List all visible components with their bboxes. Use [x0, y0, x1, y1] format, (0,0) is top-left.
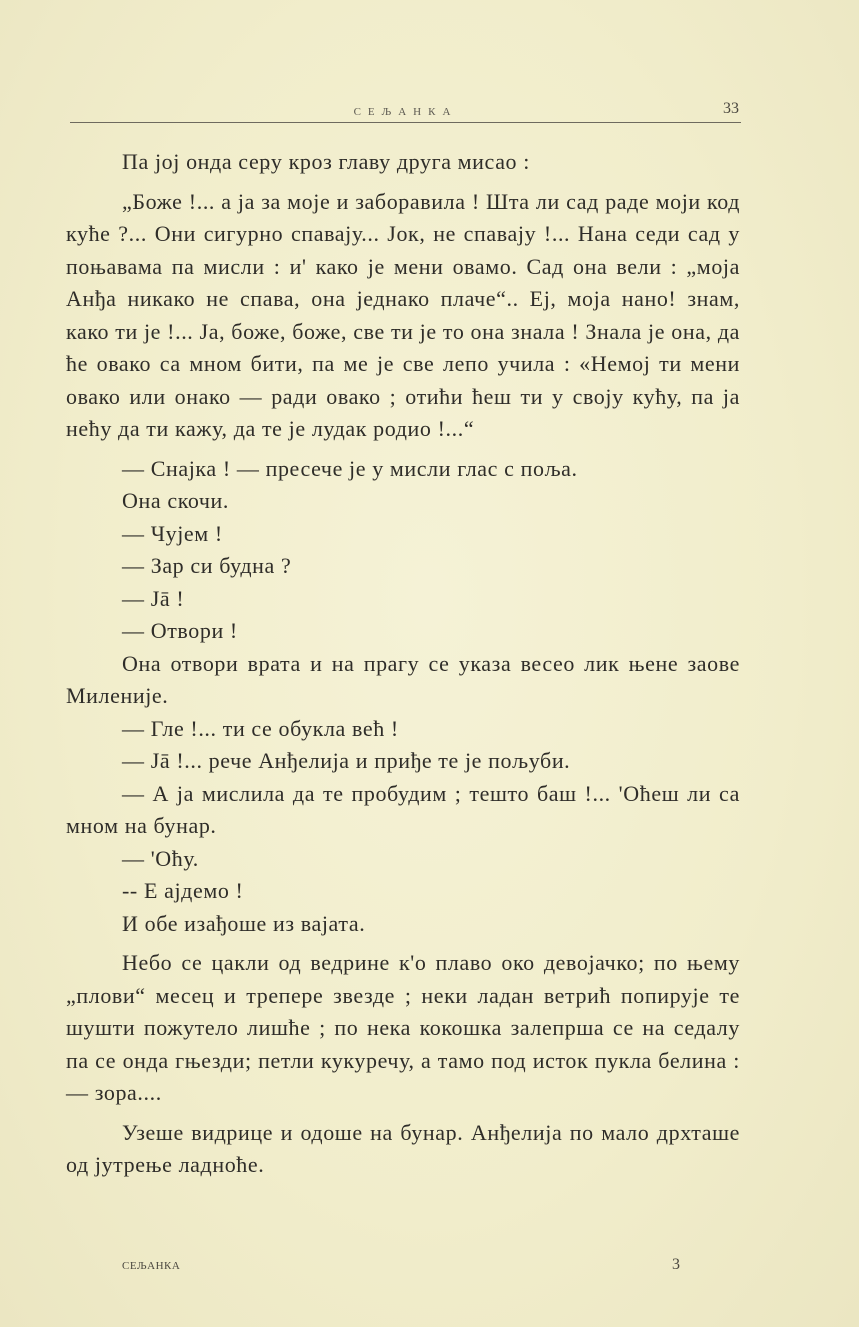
paragraph: -- Е ајдемо ! — [122, 878, 244, 903]
paragraph: И обе изађоше из вајата. — [122, 910, 366, 936]
paragraph: — Јā ! — [122, 585, 185, 611]
running-title: СЕЉАНКА — [353, 106, 458, 118]
paragraph: — Јā !... рече Анђелија и приђе те је пољуби. — [122, 748, 571, 773]
printer-signature: СЕЉАНКА — [122, 1260, 181, 1272]
paragraph: Узеше видрице и одоше на бунар. Анђелија по мало дрхташе од јутрење ладноће. — [66, 1119, 740, 1177]
body-text — [66, 146, 740, 1182]
paragraph: Па јој онда сеҏу кроз главу друга мисао : — [122, 149, 530, 174]
paragraph: — Отвори ! — [122, 618, 238, 643]
paragraph: — Гле !... ти се обукла већ ! — [122, 715, 399, 741]
sheet-number: 3 — [672, 1256, 680, 1273]
paragraph: — Зар си будна ? — [122, 553, 292, 578]
page-header — [70, 98, 741, 123]
paragraph: Она скочи. — [122, 488, 230, 513]
paragraph: — Чујем ! — [122, 520, 223, 546]
paragraph: — Снајка ! — пресече је у мисли глас с поља. — [122, 455, 578, 481]
paragraph: Она отвори врата и на прагу се указа весео лик њене заове Миленије. — [66, 650, 740, 708]
paragraph: — 'Оћу. — [122, 845, 199, 871]
paragraph: — А ја мислила да те пробудим ; тешто баш !... 'Оћеш ли са мном на бунар. — [66, 780, 740, 838]
paragraph: „Боже !... а ја за моје и заборавила ! Шта ли сад раде моји код куће ?... Они сигурно спавају... Јок, не спавају !... Нана седи сад у поњавама па мисли : и' како је мени овамо. Сад она вели : „моја Анђа никако не спава, она једнако плаче“.. Еј, моја нано! знам, како ти је !... Ја, боже, боже, све ти је то она знала ! Знала је она, да ће овако са мном бити, па ме је све лепо учила : «Немој ти мени овако или онако — ради овако ; отићи ћеш ти у своју кућу, па ја нећу да ти кажу, да те је лудак родио !...“ — [66, 188, 740, 441]
page-number: 33 — [723, 100, 739, 117]
paragraph: Небо се цакли од ведрине к'о плаво око девојачко; по њему „плови“ месец и трепере звезде ; неки ладан ветрић попирује те шушти пожутело лишће ; по нека кокошка залепрша се на седалу па се онда гњезди; петли кукуречу, а тамо под исток пукла белина : — зора.... — [66, 950, 740, 1105]
